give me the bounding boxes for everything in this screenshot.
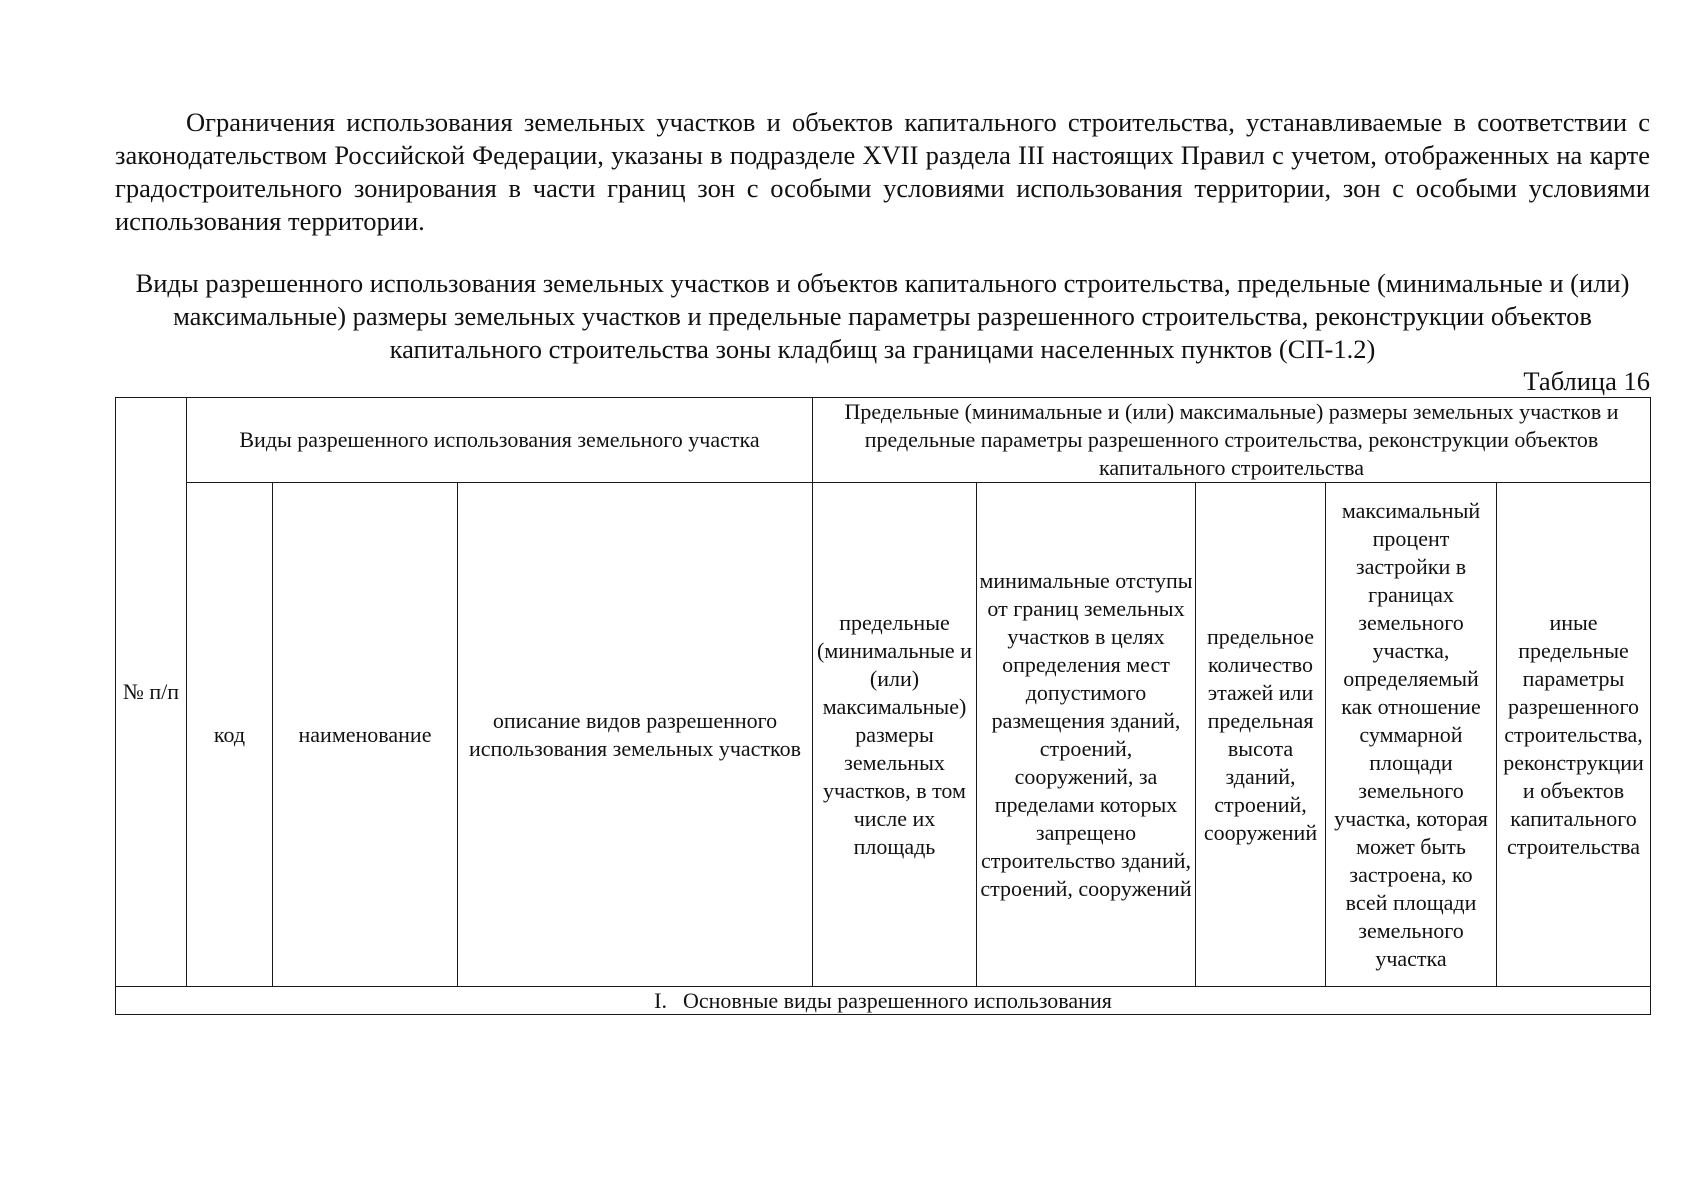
col-header-name: наименование	[273, 483, 458, 987]
land-use-table	[115, 397, 1651, 1015]
col-header-description: описание видов разрешенного использования земельных участков	[458, 483, 813, 987]
col-header-coverage: максимальный процент застройки в границах земельного участка, определяемый как отношение суммарной площади земельного участка, которая может быть застроена, ко всей площади земельного участка	[1326, 483, 1497, 987]
col-group-header-use-types: Виды разрешенного использования земельного участка	[187, 398, 813, 483]
table-header-row-2	[116, 483, 1651, 987]
section-number: I.	[654, 987, 667, 1013]
table-number-label: Таблица 16	[1523, 366, 1650, 396]
table-header-row-1	[116, 398, 1651, 483]
section-title: Основные виды разрешенного использования	[683, 987, 1112, 1013]
col-group-header-limits: Предельные (минимальные и (или) максимальные) размеры земельных участков и предельные параметры разрешенного строительства, реконструкции объектов капитального строительства	[813, 398, 1651, 483]
col-header-code: код	[187, 483, 273, 987]
col-header-row-number: № п/п	[116, 398, 187, 987]
document-page	[115, 106, 1650, 1015]
intro-paragraph: Ограничения использования земельных участков и объектов капитального строительства, устанавливаемые в соответствии с законодательством Российской Федерации, указаны в подразделе XVII раздела III настоящих Правил с учетом, отображенных на карте градостроительного зонирования в части границ зон с особыми условиями использования территории, зон с особыми условиями использования территории.	[115, 107, 1650, 236]
section-heading	[116, 987, 1651, 1015]
col-header-setbacks: минимальные отступы от границ земельных участков в целях определения мест допустимого размещения зданий, строений, сооружений, за пределами которых запрещено строительство зданий, строений, сооружений	[977, 483, 1196, 987]
table-title: Виды разрешенного использования земельных участков и объектов капитального строительства, предельные (минимальные и (или) максимальные) размеры земельных участков и предельные параметры разрешенного строительства, реконструкции объектов капитального строительства зоны кладбищ за границами населенных пунктов (СП-1.2)	[135, 268, 1630, 364]
col-header-floors: предельное количество этажей или предельная высота зданий, строений, сооружений	[1196, 483, 1326, 987]
col-header-other: иные предельные параметры разрешенного строительства, реконструкции и объектов капитального строительства	[1497, 483, 1651, 987]
col-header-plot-size: предельные (минимальные и (или) максимальные) размеры земельных участков, в том числе их площадь	[813, 483, 977, 987]
table-section-row	[116, 987, 1651, 1015]
